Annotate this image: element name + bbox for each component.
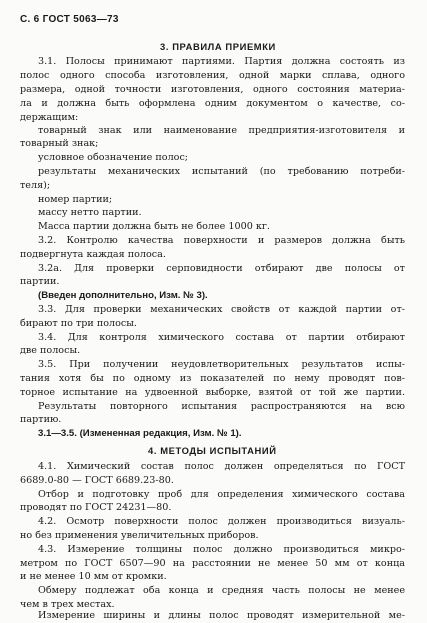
amendment-note: (Введен дополнительно, Изм. № 3). <box>38 290 208 301</box>
text-line: товарный знак или наименование предприятия-изготовителя и <box>38 125 405 136</box>
text-line: 4.3. Измерение толщины полос должно производиться микро- <box>38 544 405 555</box>
text-line: результаты механических испытаний (по требованию потреби- <box>38 166 405 177</box>
text-line: 3.5. При получении неудовлетворительных результатов испы- <box>38 359 405 370</box>
text-line: метром по ГОСТ 6507—90 на расстоянии не менее 50 мм от конца <box>20 558 405 569</box>
text-line: партии. <box>20 276 60 287</box>
section-heading-acceptance: 3. ПРАВИЛА ПРИЕМКИ <box>160 41 276 52</box>
text-line: чем в трех местах. <box>20 599 115 610</box>
text-line: Измерение ширины и длины полос проводят измерительной ме- <box>38 610 405 621</box>
text-line: 4.2. Осмотр поверхности полос должен производиться визуаль- <box>38 516 405 527</box>
text-line: две полосы. <box>20 345 81 356</box>
text-line: и не менее 10 мм от кромки. <box>20 571 167 582</box>
text-line: массу нетто партии. <box>38 207 142 218</box>
page-header: С. 6 ГОСТ 5063—73 <box>20 14 119 25</box>
text-line: 3.3. Для проверки механических свойств от каждой партии от- <box>38 304 405 315</box>
text-line: полос одного способа изготовления, одной марки сплава, одного <box>20 70 405 81</box>
text-line: размера, одной точности изготовления, одного состояния материа- <box>20 84 405 95</box>
text-line: партию. <box>20 414 62 425</box>
amendment-note: 3.1—3.5. (Измененная редакция, Изм. № 1). <box>38 428 242 439</box>
text-line: товарный знак; <box>20 138 99 149</box>
text-line: условное обозначение полос; <box>38 152 189 163</box>
text-line: Обмеру подлежат оба конца и средняя часть полосы не менее <box>38 585 405 596</box>
text-line: проводят по ГОСТ 24231—80. <box>20 502 172 513</box>
text-line: но без применения увеличительных приборов. <box>20 530 259 541</box>
text-line: торное испытание на удвоенной выборке, взятой от той же партии. <box>20 387 405 398</box>
text-line: номер партии; <box>38 194 113 205</box>
text-line: Отбор и подготовку проб для определения химического состава <box>38 489 405 500</box>
text-line: 3.1. Полосы принимают партиями. Партия должна состоять из <box>38 56 405 67</box>
text-line: тания хотя бы по одному из показателей по нему проводят пов- <box>20 373 405 384</box>
text-line: подвергнута каждая полоса. <box>20 249 166 260</box>
text-line: Масса партии должна быть не более 1000 кг. <box>38 221 270 232</box>
text-line: 6689.0-80 — ГОСТ 6689.23-80. <box>20 475 174 486</box>
section-heading-test-methods: 4. МЕТОДЫ ИСПЫТАНИЙ <box>148 445 277 456</box>
text-line: 3.2а. Для проверки серповидности отбирают две полосы от <box>38 263 405 274</box>
text-line: 3.4. Для контроля химического состава от партии отбирают <box>38 332 405 343</box>
text-line: бирают по три полосы. <box>20 318 137 329</box>
text-line: теля); <box>20 180 51 191</box>
text-line: 3.2. Контролю качества поверхности и размеров должна быть <box>38 235 405 246</box>
text-line: держащим: <box>20 112 79 123</box>
text-line: Результаты повторного испытания распространяются на всю <box>38 401 405 412</box>
text-line: 4.1. Химический состав полос должен определяться по ГОСТ <box>38 461 405 472</box>
text-line: ла и должна быть оформлена одним документом о качестве, со- <box>20 98 405 109</box>
